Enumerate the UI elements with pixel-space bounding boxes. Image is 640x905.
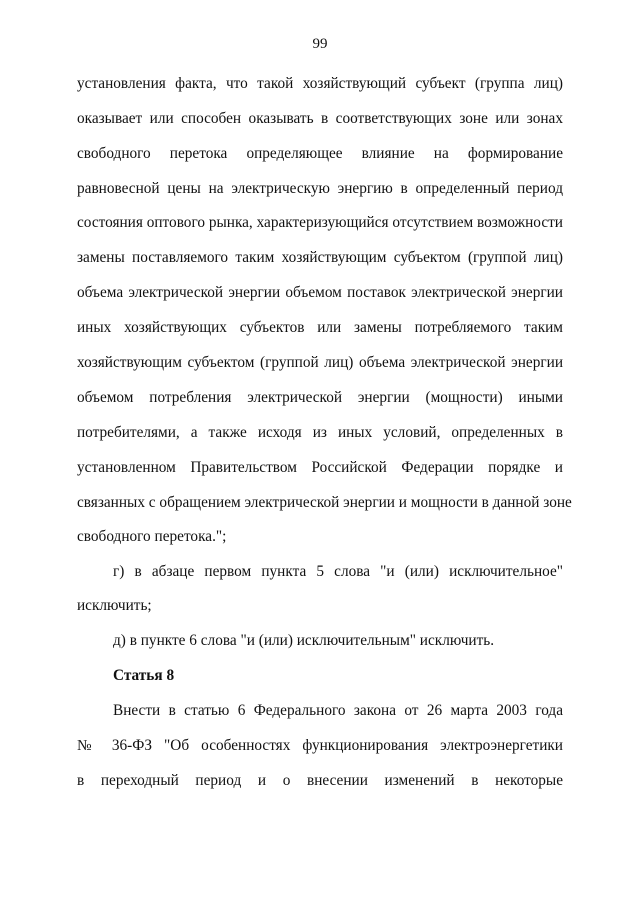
text-line: исключить; bbox=[77, 597, 152, 614]
text-line: объема электрической энергии объемом поставок электрической энергии bbox=[77, 284, 563, 301]
text-line: в переходный период и о внесении изменений в некоторые bbox=[77, 772, 563, 789]
text-line: связанных с обращением электрической энергии и мощности в данной зоне bbox=[77, 494, 572, 511]
text-line: хозяйствующим субъектом (группой лиц) объема электрической энергии bbox=[77, 354, 563, 371]
article-heading: Статья 8 bbox=[113, 667, 175, 684]
text-line: № 36-ФЗ "Об особенностях функционирования электроэнергетики bbox=[77, 737, 563, 754]
text-line: состояния оптового рынка, характеризующийся отсутствием возможности bbox=[77, 214, 563, 231]
text-line: объемом потребления электрической энергии (мощности) иными bbox=[77, 389, 563, 406]
paragraph-d-line: д) в пункте 6 слова "и (или) исключительным" исключить. bbox=[113, 632, 495, 649]
text-line: замены поставляемого таким хозяйствующим субъектом (группой лиц) bbox=[77, 249, 563, 266]
text-line: оказывает или способен оказывать в соответствующих зоне или зонах bbox=[77, 110, 563, 127]
text-line: равновесной цены на электрическую энергию в определенный период bbox=[77, 180, 563, 197]
text-line: потребителями, а также исходя из иных условий, определенных в bbox=[77, 424, 563, 441]
paragraph-line: Внести в статью 6 Федерального закона от 26 марта 2003 года bbox=[113, 702, 563, 719]
text-line: свободного перетока."; bbox=[77, 528, 227, 545]
text-line: иных хозяйствующих субъектов или замены потребляемого таким bbox=[77, 319, 563, 336]
paragraph-g-line: г) в абзаце первом пункта 5 слова "и (или) исключительное" bbox=[113, 563, 563, 580]
text-line: свободного перетока определяющее влияние на формирование bbox=[77, 145, 563, 162]
page-number: 99 bbox=[312, 36, 328, 52]
text-line: установленном Правительством Российской Федерации порядке и bbox=[77, 459, 563, 476]
text-line: установления факта, что такой хозяйствующий субъект (группа лиц) bbox=[77, 75, 563, 92]
